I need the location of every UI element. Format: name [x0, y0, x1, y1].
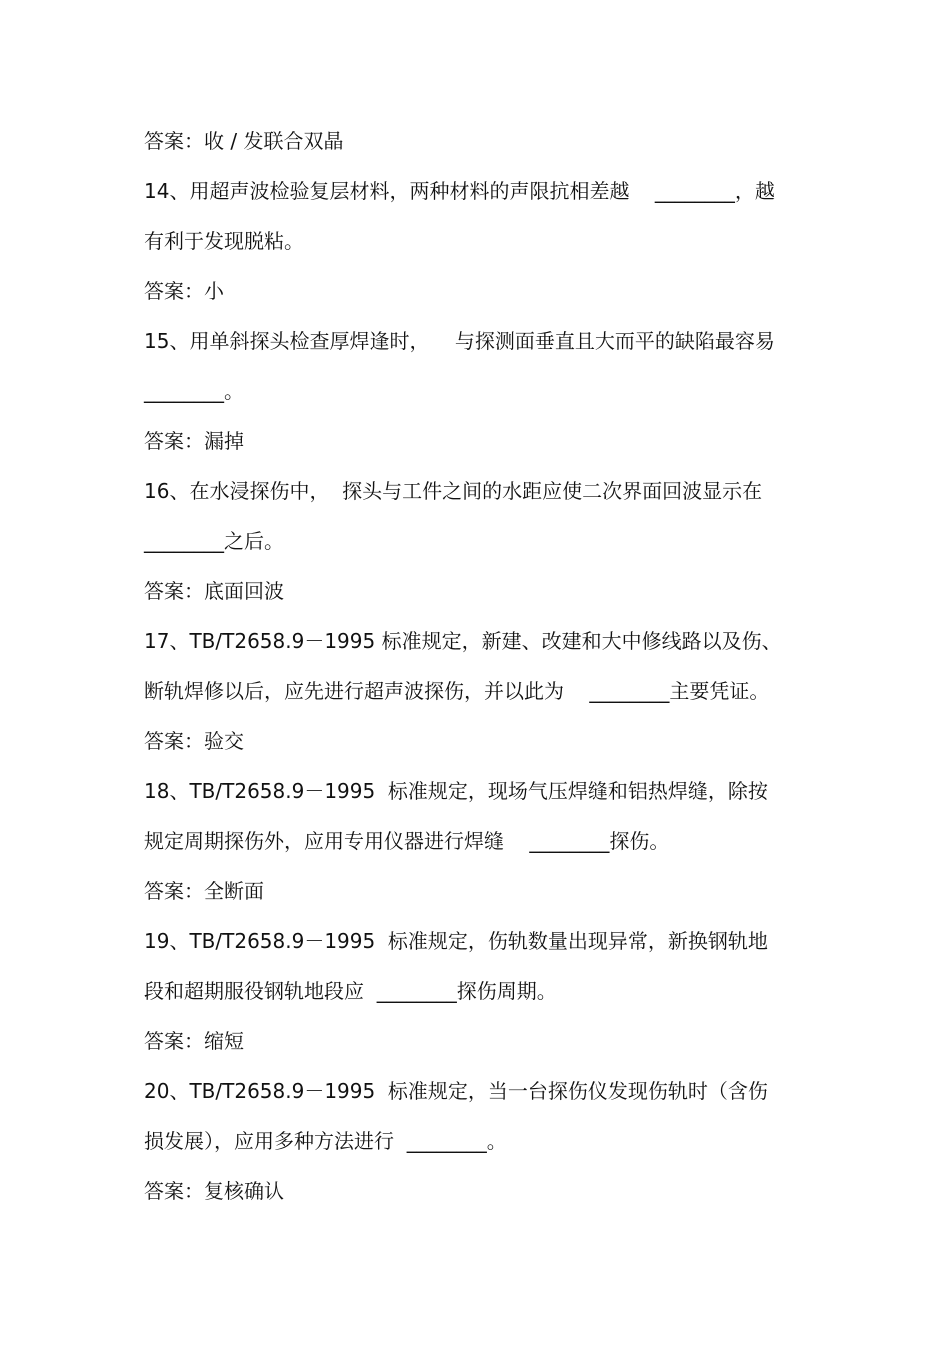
- answer-18: 答案：全断面: [144, 879, 264, 903]
- answer-15: 答案：漏掉: [144, 429, 244, 453]
- question-17-line-1: 17、TB/T2658.9－1995 标准规定，新建、改建和大中修线路以及伤、: [144, 629, 782, 653]
- question-16-line-1: 16、在水浸探伤中， 探头与工件之间的水距应使二次界面回波显示在: [144, 479, 763, 503]
- question-19-line-2: 段和超期服役钢轨地段应 ________探伤周期。: [144, 979, 557, 1003]
- question-17-line-2: 断轨焊修以后，应先进行超声波探伤，并以此为 ________主要凭证。: [144, 679, 770, 703]
- answer-17: 答案：验交: [144, 729, 244, 753]
- answer-19: 答案：缩短: [144, 1029, 244, 1053]
- question-20-line-2: 损发展），应用多种方法进行 ________。: [144, 1129, 507, 1153]
- question-19-line-1: 19、TB/T2658.9－1995 标准规定，伤轨数量出现异常，新换钢轨地: [144, 929, 768, 953]
- question-18-line-2: 规定周期探伤外，应用专用仪器进行焊缝 ________探伤。: [144, 829, 670, 853]
- question-15-line-2: ________。: [144, 379, 244, 403]
- question-15-line-1: 15、用单斜探头检查厚焊逢时， 与探测面垂直且大而平的缺陷最容易: [144, 329, 775, 353]
- question-16-line-2: ________之后。: [144, 529, 284, 553]
- question-18-line-1: 18、TB/T2658.9－1995 标准规定，现场气压焊缝和铝热焊缝，除按: [144, 779, 768, 803]
- answer-13: 答案：收 / 发联合双晶: [144, 129, 344, 153]
- question-20-line-1: 20、TB/T2658.9－1995 标准规定，当一台探伤仪发现伤轨时（含伤: [144, 1079, 768, 1103]
- question-14-line-2: 有利于发现脱粘。: [144, 229, 304, 253]
- answer-16: 答案：底面回波: [144, 579, 284, 603]
- question-14-line-1: 14、用超声波检验复层材料，两种材料的声限抗相差越 ________，越: [144, 179, 775, 203]
- answer-20: 答案：复核确认: [144, 1179, 284, 1203]
- answer-14: 答案：小: [144, 279, 224, 303]
